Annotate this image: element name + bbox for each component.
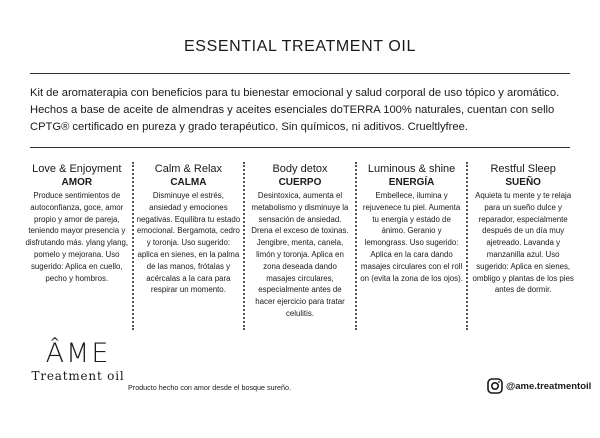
bottom-divider: [30, 147, 570, 148]
product-name: Luminous & shine: [367, 163, 456, 175]
page-title: ESSENTIAL TREATMENT OIL: [184, 38, 416, 55]
product-column-energia: [355, 162, 467, 330]
products-grid: [22, 162, 578, 330]
intro-paragraph: Kit de aromaterapia con beneficios para tu bienestar emocional y salud corporal de uso tópico y aromático. Hechos a base de aceite de almendras y aceites esenciales doTERRA 100% naturales, cuentan con sello CPTG® certificado en pureza y grado terapéutico. Sin químicos, ni aditivos. Crueltlyfree.: [30, 87, 560, 133]
product-column-cuerpo: [243, 162, 355, 330]
product-name: Body detox: [272, 163, 328, 175]
product-category: CALMA: [170, 177, 207, 188]
product-description: Disminuye el estrés, ansiedad y emociones negativas. Equilibra tu estado emocional. Bergamota, cedro y toronja. Uso sugerido: aplica en sienes, en la palma de las manos, frótalas y acércalas a la cara para respirar un momento.: [136, 191, 241, 295]
product-name: Calm & Relax: [154, 163, 223, 175]
product-column-sueno: [466, 162, 578, 330]
product-column-calma: [132, 162, 244, 330]
brand-logo: [28, 339, 128, 383]
product-category: ENERGÍA: [388, 177, 435, 188]
top-divider: [30, 73, 570, 74]
product-category: SUEÑO: [505, 177, 541, 188]
product-description: Produce sentimientos de autoconfianza, goce, amor propio y amor de pareja, teniendo mayor presencia y disfrutando más. ylang ylang, pomelo y mejorana. Uso sugerido: Aplica en cuello, pecho y hombros.: [25, 191, 129, 283]
instagram-icon: [487, 378, 503, 394]
logo-wordmark: ÂME: [45, 338, 111, 369]
logo-subtitle: Treatment oil: [31, 369, 125, 383]
product-column-amor: [22, 162, 132, 330]
product-category: CUERPO: [278, 177, 322, 188]
footnote: Producto hecho con amor desde el bosque sureño.: [128, 383, 292, 392]
social-handle: [487, 378, 591, 394]
product-description: Desintoxica, aumenta el metabolismo y disminuye la sensación de ansiedad. Drena el exceso de toxinas. Jengibre, menta, canela, limón y toronja. Aplica en zona deseada dando masajes circulares, especialmente antes de hacer ejercicio para tratar celulitis.: [251, 191, 349, 318]
product-name: Love & Enjoyment: [32, 163, 122, 175]
product-description: Aquieta tu mente y te relaja para un sueño dulce y reparador, especialmente después de un día muy ajetreado. Lavanda y manzanilla azul. Uso sugerido: Aplica en sienes, ombligo y plantas de los pies antes de dormir.: [472, 191, 574, 295]
product-category: AMOR: [61, 177, 93, 188]
product-name: Restful Sleep: [490, 163, 556, 175]
product-description: Embellece, ilumina y rejuvenece tu piel. Aumenta tu energía y estado de ánimo. Geranio y lemongrass. Uso sugerido: Aplica en la cara dando masajes circulares con el roll on (evita la zona de los ojos).: [360, 191, 463, 283]
instagram-handle: @ame.treatmentoil: [506, 380, 592, 392]
